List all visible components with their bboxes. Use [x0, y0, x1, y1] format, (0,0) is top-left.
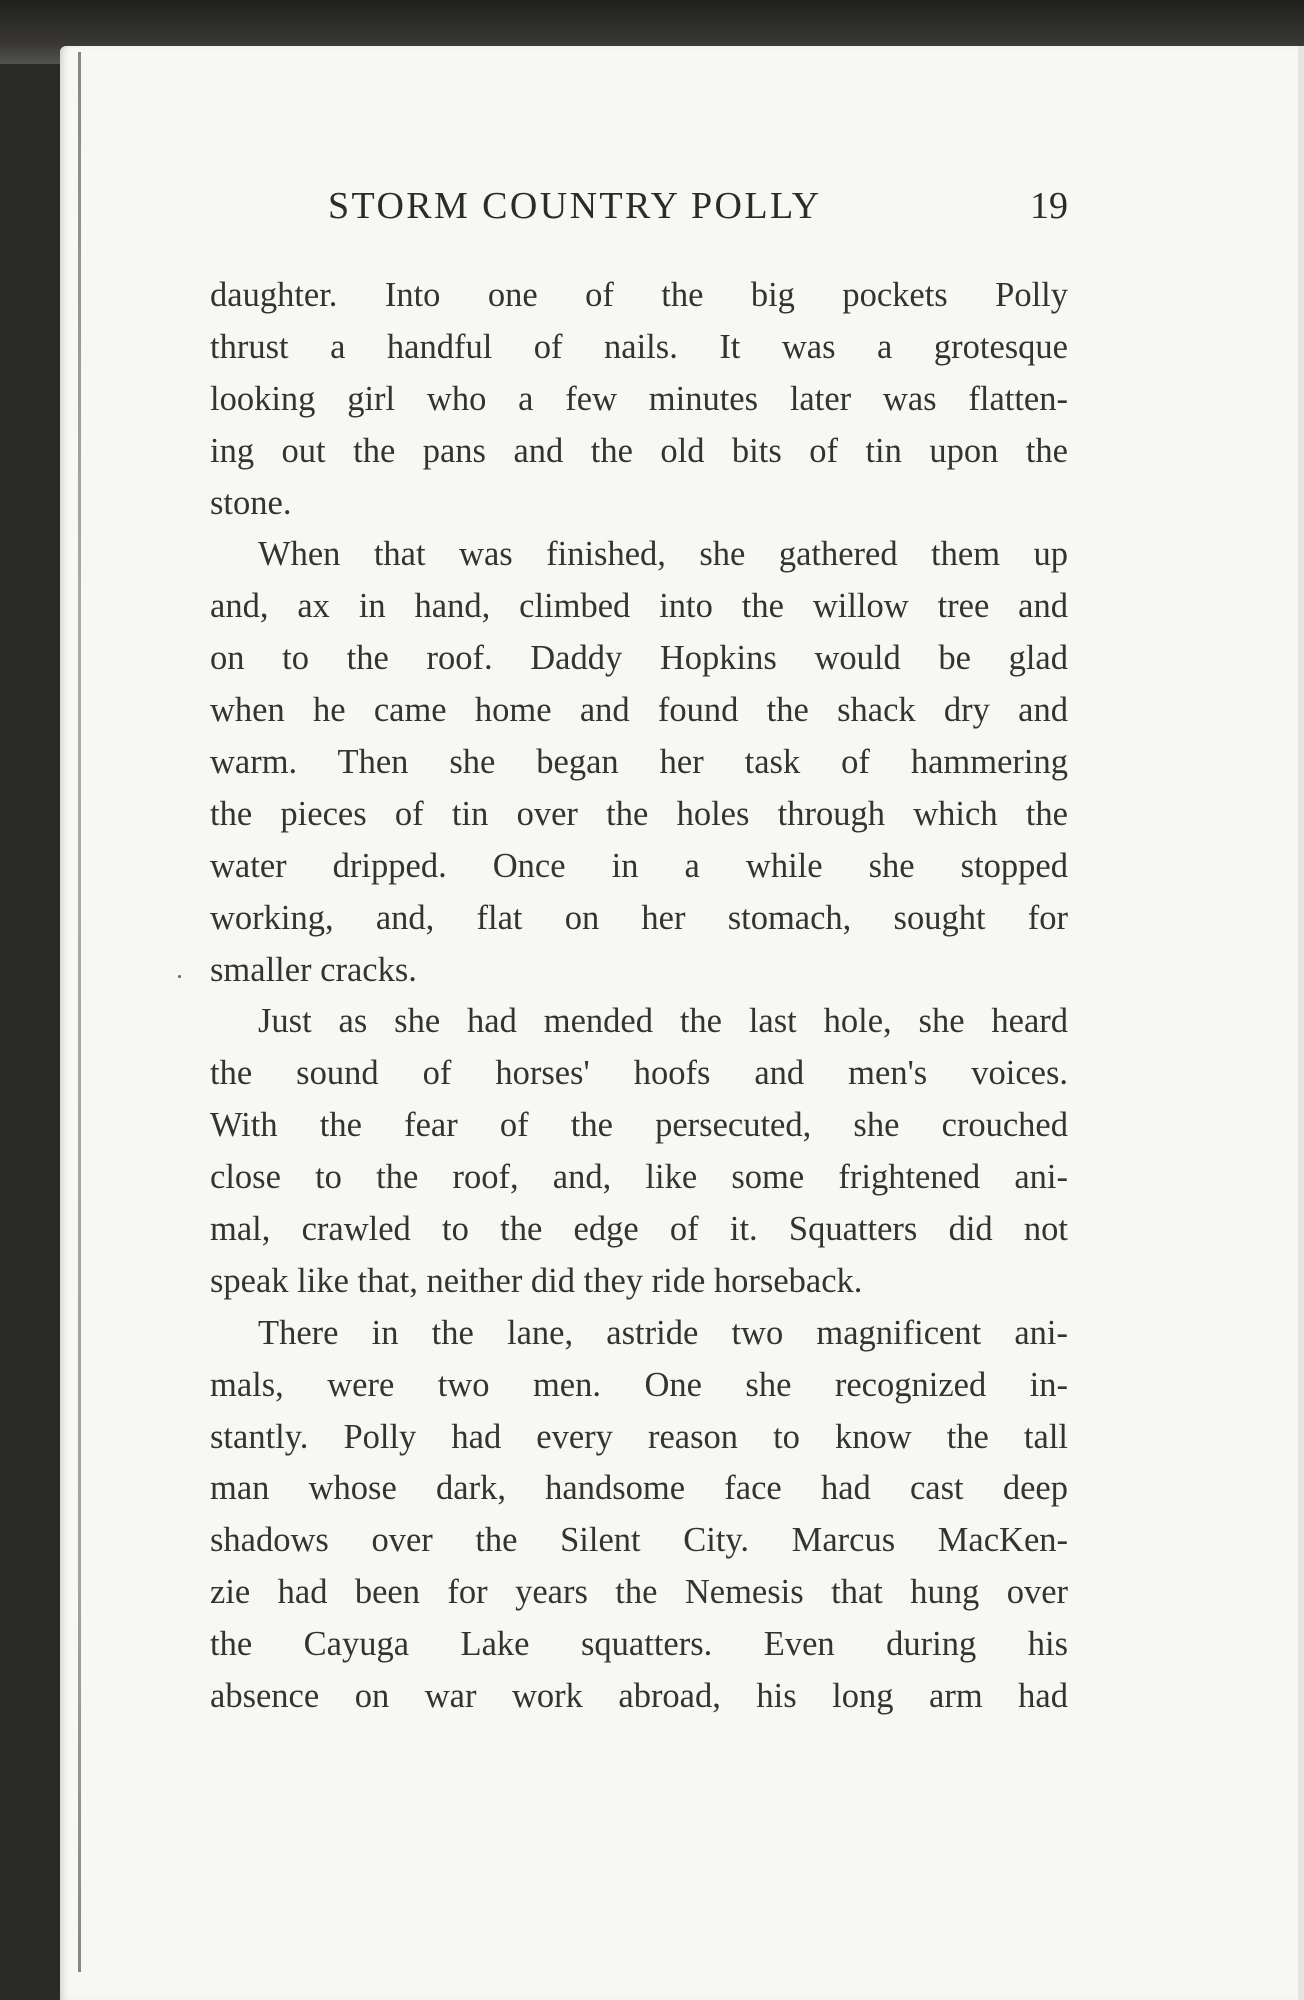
text-line: and, ax in hand, climbed into the willow tree and: [210, 587, 1068, 626]
text-line: absence on war work abroad, his long arm had: [210, 1677, 1068, 1716]
binding-gutter: [78, 52, 81, 1972]
paragraph: [210, 270, 1068, 529]
paragraph: [210, 1308, 1068, 1723]
text-line: stantly. Polly had every reason to know the tall: [210, 1417, 1068, 1456]
text-line: zie had been for years the Nemesis that hung over: [210, 1573, 1068, 1612]
text-line: ing out the pans and the old bits of tin upon the: [210, 431, 1068, 470]
text-line: the pieces of tin over the holes through which the: [210, 794, 1068, 833]
text-line: working, and, flat on her stomach, sought for: [210, 898, 1068, 937]
text-line: When that was finished, she gathered them up: [258, 535, 1068, 574]
text-line: when he came home and found the shack dry and: [210, 691, 1068, 730]
text-line: warm. Then she began her task of hammering: [210, 743, 1068, 782]
body-text: [210, 270, 1068, 1723]
text-line: the Cayuga Lake squatters. Even during his: [210, 1625, 1068, 1664]
text-line: thrust a handful of nails. It was a grotesque: [210, 327, 1068, 366]
text-line: the sound of horses' hoofs and men's voices.: [210, 1054, 1068, 1093]
running-head: [328, 184, 1068, 240]
text-line: close to the roof, and, like some frightened ani-: [210, 1158, 1068, 1197]
running-title: STORM COUNTRY POLLY: [328, 185, 822, 227]
page-edge: [1298, 46, 1304, 2000]
text-line: With the fear of the persecuted, she crouched: [210, 1106, 1068, 1145]
text-line: stone.: [210, 483, 292, 522]
text-line: mal, crawled to the edge of it. Squatters did not: [210, 1210, 1068, 1249]
page-number: 19: [1030, 185, 1068, 227]
scan-speck: [178, 975, 181, 978]
text-line: man whose dark, handsome face had cast deep: [210, 1469, 1068, 1508]
paragraph: [210, 529, 1068, 996]
paragraph: [210, 996, 1068, 1307]
text-line: mals, were two men. One she recognized in-: [210, 1365, 1068, 1404]
text-line: daughter. Into one of the big pockets Polly: [210, 276, 1068, 314]
text-line: looking girl who a few minutes later was flatten-: [210, 379, 1068, 418]
text-line: speak like that, neither did they ride horseback.: [210, 1261, 863, 1300]
text-line: smaller cracks.: [210, 950, 417, 989]
text-line: There in the lane, astride two magnificent ani-: [258, 1313, 1068, 1352]
text-line: water dripped. Once in a while she stopped: [210, 846, 1068, 885]
text-line: shadows over the Silent City. Marcus MacKen-: [210, 1521, 1068, 1560]
text-line: Just as she had mended the last hole, she heard: [258, 1002, 1068, 1041]
text-line: on to the roof. Daddy Hopkins would be glad: [210, 639, 1068, 678]
